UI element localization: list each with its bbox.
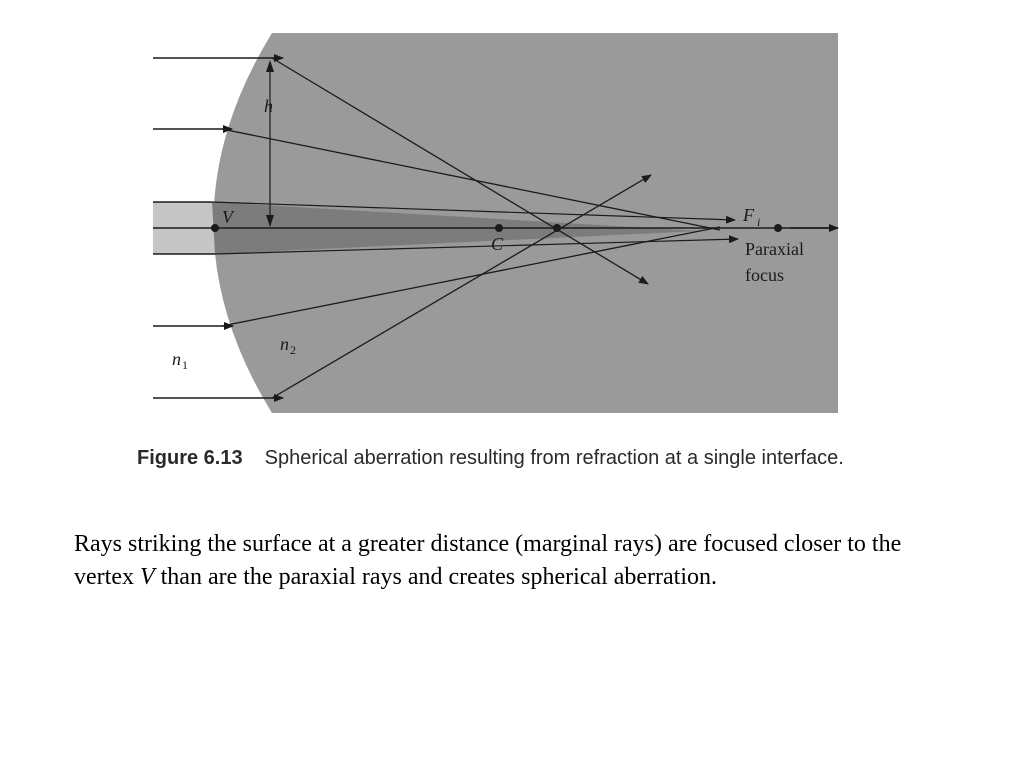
label-paraxial: Paraxial (745, 239, 804, 259)
label-v: V (222, 207, 233, 227)
explanation-text-after: than are the paraxial rays and creates spherical aberration. (154, 564, 718, 590)
label-focus: focus (745, 265, 784, 285)
paraxial-focus-point (774, 224, 782, 232)
explanation-text-before: Rays striking the surface at a greater distance (marginal rays) are focused closer to the vertex (74, 531, 902, 590)
label-n1: n (172, 349, 181, 369)
label-h: h (264, 96, 273, 116)
label-f-sub: i (757, 215, 761, 229)
figure-number: Figure 6.13 (137, 447, 243, 469)
label-n2: n (280, 334, 289, 354)
marginal-focus-point (553, 224, 561, 232)
label-f: F (743, 205, 754, 225)
label-n2-sub: 2 (290, 343, 296, 357)
explanation-paragraph (74, 528, 934, 594)
vertex-point (211, 224, 219, 232)
figure-caption (137, 444, 857, 473)
vertex-symbol: V (139, 564, 155, 590)
center-point (495, 224, 503, 232)
caption-text: Spherical aberration resulting from refraction at a single interface. (264, 447, 844, 469)
label-n1-sub: 1 (182, 358, 188, 372)
label-c: C (491, 234, 504, 254)
